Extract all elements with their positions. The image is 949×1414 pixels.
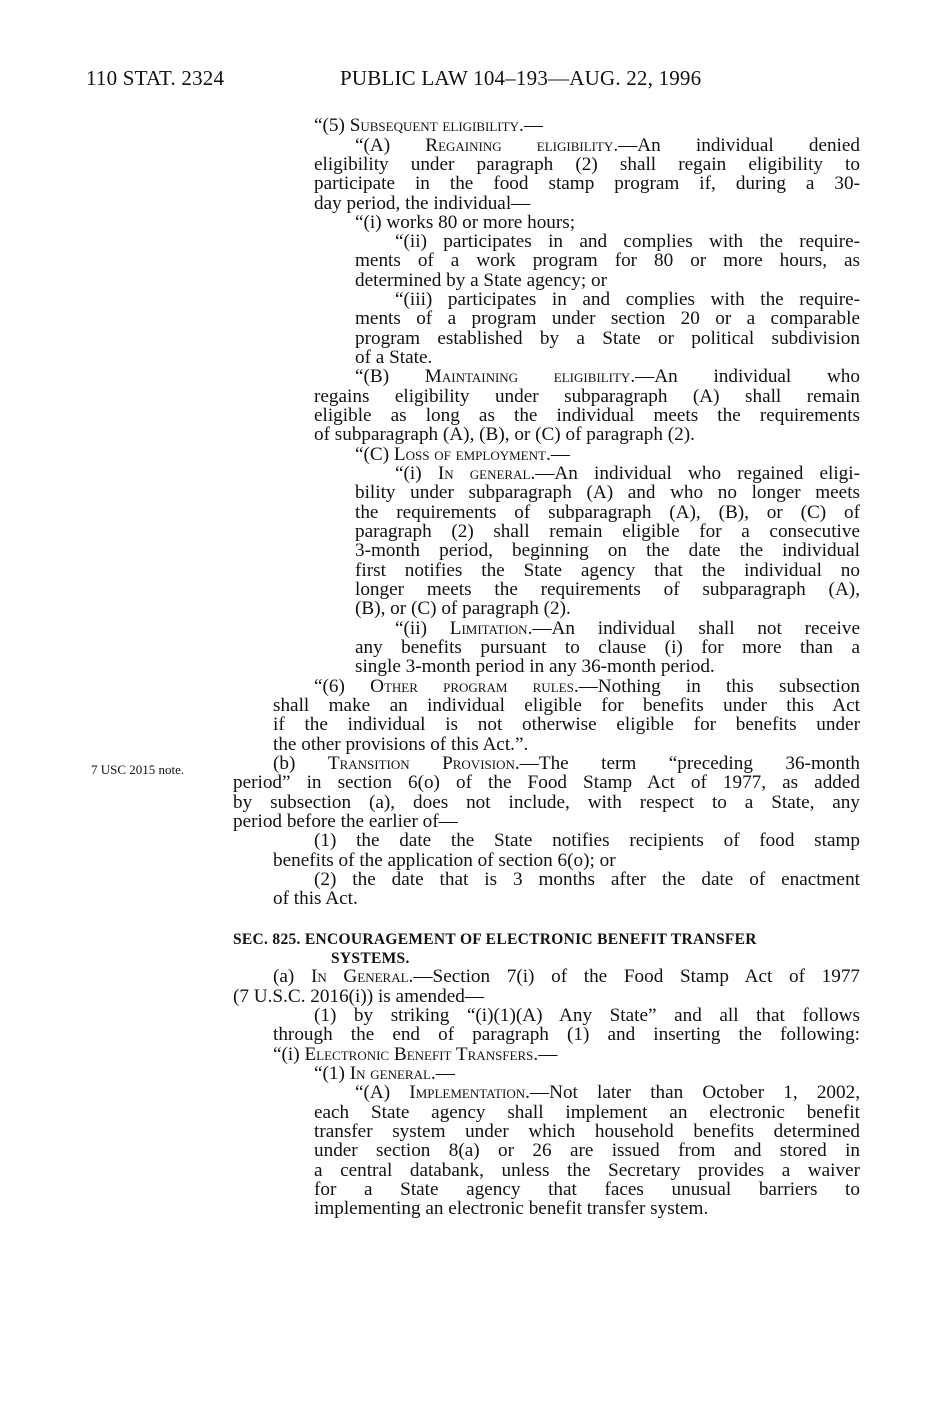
line-text: “(i) works 80 or more hours; <box>355 212 576 233</box>
text-line <box>355 329 860 349</box>
caption-heading: Transition Provision <box>327 753 515 774</box>
text-line <box>273 1045 557 1065</box>
text-line <box>314 174 860 194</box>
line-text: .—An individual shall not receive <box>527 618 860 639</box>
text-line <box>314 1006 860 1026</box>
text-line <box>355 136 860 156</box>
line-text: “(A) <box>355 1082 410 1103</box>
line-text: by subsection (a), does not include, with respect to a State, any <box>233 792 860 813</box>
text-line <box>395 619 860 639</box>
text-line <box>273 696 860 716</box>
line-text: first notifies the State agency that the individual no <box>355 560 860 581</box>
text-line <box>355 522 860 542</box>
line-text: for a State agency that faces unusual barriers to <box>314 1179 860 1200</box>
line-text: shall make an individual eligible for benefits under this Act <box>273 695 860 716</box>
line-text: .— <box>533 1044 558 1065</box>
text-line <box>314 155 860 175</box>
line-text: .— <box>430 1063 455 1084</box>
line-text: “(B) <box>355 366 425 387</box>
line-text: implementing an electronic benefit transfer system. <box>314 1198 709 1219</box>
line-text: (1) the date the State notifies recipients of food stamp <box>314 830 860 851</box>
text-line <box>314 406 860 426</box>
text-line <box>355 251 860 271</box>
text-line <box>233 773 860 793</box>
text-line <box>355 503 860 523</box>
section-heading-line-2: SYSTEMS. <box>331 950 410 967</box>
line-text: through the end of paragraph (1) and inserting the following: <box>273 1024 860 1045</box>
text-line <box>314 1064 455 1084</box>
text-line <box>355 541 860 561</box>
line-text: (1) by striking “(i)(1)(A) Any State” and all that follows <box>314 1005 860 1026</box>
text-line <box>355 213 575 233</box>
line-text: .—An individual denied <box>613 135 860 156</box>
text-line <box>395 290 860 310</box>
text-line <box>273 715 860 735</box>
line-text: “(i) <box>273 1044 305 1065</box>
text-line <box>233 793 860 813</box>
line-text: each State agency shall implement an electronic benefit <box>314 1102 860 1123</box>
line-text: ments of a program under section 20 or a comparable <box>355 308 860 329</box>
line-text: transfer system under which household benefits determined <box>314 1121 860 1142</box>
line-text: single 3-month period in any 36-month period. <box>355 656 715 677</box>
line-text: (2) the date that is 3 months after the date of enactment <box>314 869 860 890</box>
text-line <box>355 599 571 619</box>
line-text: .—The term “preceding 36-month <box>514 753 860 774</box>
caption-heading: Other program rules <box>370 676 574 697</box>
line-text: (7 U.S.C. 2016(i)) is amended— <box>233 986 485 1007</box>
line-text: “(6) <box>314 676 371 697</box>
line-text: bility under subparagraph (A) and who no longer meets <box>355 482 860 503</box>
caption-heading: Limitation <box>449 618 528 639</box>
text-line <box>314 1199 708 1219</box>
text-line <box>314 116 543 136</box>
line-text: (a) <box>273 966 311 987</box>
caption-heading: Regaining eligibility <box>425 135 614 156</box>
line-text: longer meets the requirements of subparagraph (A), <box>355 579 860 600</box>
caption-heading: Implementation <box>409 1082 526 1103</box>
text-line <box>355 348 432 368</box>
text-line <box>233 987 484 1007</box>
text-line <box>314 1141 860 1161</box>
line-text: .— <box>545 444 570 465</box>
text-line <box>355 1083 860 1103</box>
text-line <box>273 735 528 755</box>
line-text: eligible as long as the individual meets the requirements <box>314 405 860 426</box>
text-line <box>355 367 860 387</box>
line-text: participate in the food stamp program if, during a 30- <box>314 173 860 194</box>
text-line <box>355 483 860 503</box>
section-heading-line-1: SEC. 825. ENCOURAGEMENT OF ELECTRONIC BENEFIT TRANSFER <box>233 931 757 948</box>
margin-citation-note: 7 USC 2015 note. <box>91 762 185 777</box>
line-text: “(i) <box>395 463 438 484</box>
text-line <box>314 870 860 890</box>
line-text: if the individual is not otherwise eligible for benefits under <box>273 714 860 735</box>
line-text: 3-month period, beginning on the date the individual <box>355 540 860 561</box>
text-line <box>314 1103 860 1123</box>
line-text: the other provisions of this Act.”. <box>273 734 529 755</box>
caption-heading: Maintaining eligibility <box>424 366 631 387</box>
text-line <box>355 657 715 677</box>
line-text: a central databank, unless the Secretary provides a waiver <box>314 1160 860 1181</box>
text-line <box>233 812 458 832</box>
text-line <box>355 309 860 329</box>
line-text: “(5) <box>314 115 350 136</box>
line-text: eligibility under paragraph (2) shall regain eligibility to <box>314 154 860 175</box>
line-text: determined by a State agency; or <box>355 270 608 291</box>
line-text: “(1) <box>314 1063 350 1084</box>
line-text: period” in section 6(o) of the Food Stamp Act of 1977, as added <box>233 772 860 793</box>
line-text: .— <box>518 115 543 136</box>
text-line <box>355 561 860 581</box>
caption-heading: In general <box>437 463 531 484</box>
text-line <box>273 851 616 871</box>
text-line <box>355 638 860 658</box>
line-text: (b) <box>273 753 328 774</box>
line-text: ments of a work program for 80 or more hours, as <box>355 250 860 271</box>
line-text: of a State. <box>355 347 433 368</box>
line-text: (B), or (C) of paragraph (2). <box>355 598 571 619</box>
caption-heading: In General <box>310 966 409 987</box>
running-header-stat: 110 STAT. 2324 <box>86 66 225 90</box>
line-text: .—Not later than October 1, 2002, <box>525 1082 860 1103</box>
text-line <box>395 464 860 484</box>
line-text: benefits of the application of section 6(o); or <box>273 850 616 871</box>
text-line <box>395 232 860 252</box>
text-line <box>355 580 860 600</box>
line-text: .—An individual who <box>630 366 860 387</box>
line-text: day period, the individual— <box>314 193 531 214</box>
line-text: program established by a State or political subdivision <box>355 328 860 349</box>
line-text: under section 8(a) or 26 are issued from and stored in <box>314 1140 860 1161</box>
line-text: paragraph (2) shall remain eligible for a consecutive <box>355 521 860 542</box>
line-text: “(ii) <box>395 618 450 639</box>
text-line <box>273 967 860 987</box>
text-line <box>314 425 695 445</box>
text-line <box>314 194 530 214</box>
running-header-title: PUBLIC LAW 104–193—AUG. 22, 1996 <box>340 66 702 90</box>
caption-heading: Subsequent eligibility <box>349 115 519 136</box>
text-line <box>314 1122 860 1142</box>
line-text: .—Nothing in this subsection <box>573 676 860 697</box>
caption-heading: Electronic Benefit Transfers <box>304 1044 534 1065</box>
line-text: .—Section 7(i) of the Food Stamp Act of 1977 <box>408 966 861 987</box>
line-text: any benefits pursuant to clause (i) for more than a <box>355 637 860 658</box>
text-line <box>273 1025 860 1045</box>
text-line <box>273 889 358 909</box>
line-text: “(A) <box>355 135 426 156</box>
caption-heading: In general <box>349 1063 431 1084</box>
text-line <box>314 677 860 697</box>
text-line <box>355 445 570 465</box>
line-text: of this Act. <box>273 888 358 909</box>
text-line <box>355 271 607 291</box>
text-line <box>314 1161 860 1181</box>
text-line <box>314 1180 860 1200</box>
text-line <box>314 831 860 851</box>
line-text: “(C) <box>355 444 394 465</box>
caption-heading: Loss of employment <box>393 444 546 465</box>
line-text: of subparagraph (A), (B), or (C) of paragraph (2). <box>314 424 695 445</box>
line-text: “(ii) participates in and complies with the require- <box>395 231 860 252</box>
line-text: regains eligibility under subparagraph (A) shall remain <box>314 386 860 407</box>
line-text: the requirements of subparagraph (A), (B), or (C) of <box>355 502 860 523</box>
line-text: .—An individual who regained eligi- <box>530 463 860 484</box>
text-line <box>273 754 860 774</box>
line-text: “(iii) participates in and complies with the require- <box>395 289 860 310</box>
line-text: period before the earlier of— <box>233 811 458 832</box>
text-line <box>314 387 860 407</box>
